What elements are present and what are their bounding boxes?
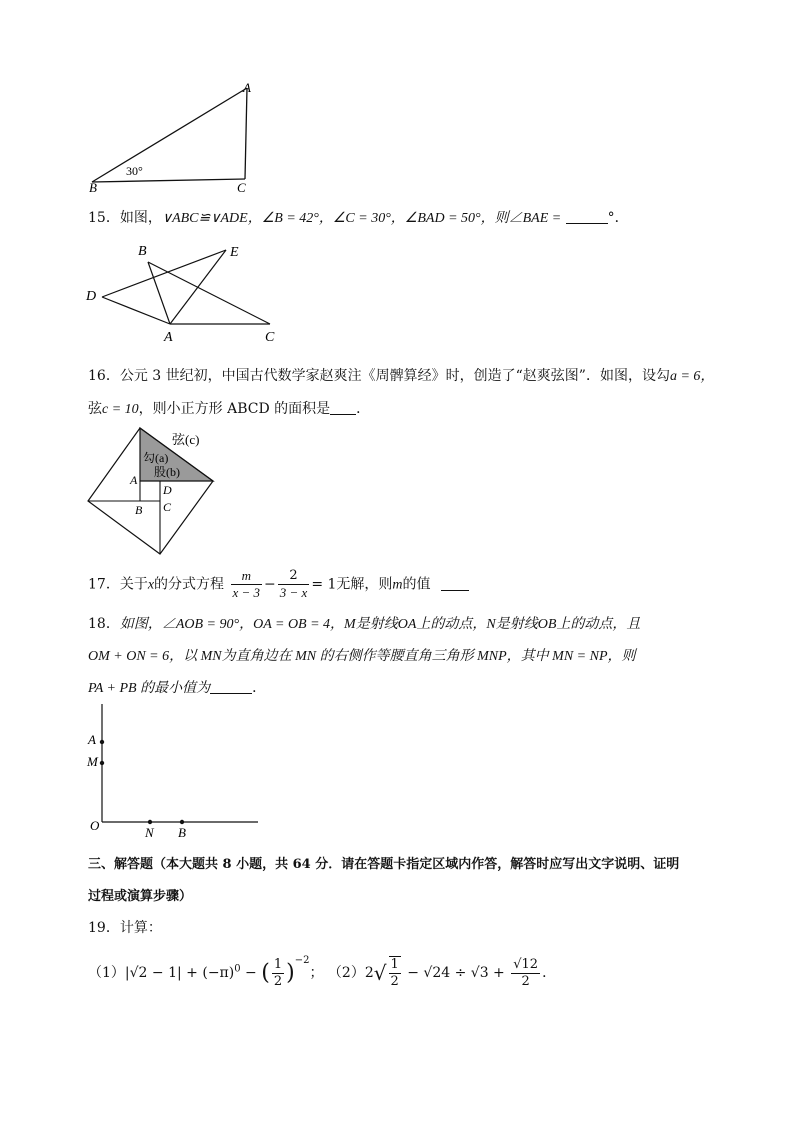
label-D: D <box>86 289 97 304</box>
label-B: B <box>135 503 143 517</box>
q15-pre: 如图， <box>119 210 162 226</box>
figure-triangle-30 <box>86 80 266 195</box>
question-18-line2 <box>88 645 636 665</box>
q18-number: 18． <box>88 616 120 632</box>
point-A <box>100 740 104 744</box>
point-M <box>100 761 104 765</box>
label-M: M <box>87 754 98 769</box>
q19-part2-fraction-2: $\frac{√12}{2}$ <box>513 956 539 989</box>
q15-number: 15． <box>88 210 120 226</box>
question-19: 19．计算： <box>88 920 162 936</box>
q19-part2-coef: 2 <box>364 965 374 981</box>
label-xian: 弦(c) <box>172 432 200 447</box>
side-AC <box>245 88 247 179</box>
q17-m: m <box>392 577 403 593</box>
question-17 <box>88 568 469 601</box>
label-C: C <box>163 500 172 514</box>
q19-part1-label: （1） <box>88 965 125 981</box>
q15-conditions: ，∠B = 42°，∠C = 30°，∠BAD = 50°，则∠BAE = <box>247 211 562 226</box>
section-3-heading-line1: 三、解答题（本大题共 8 小题，共 64 分．请在答题卡指定区域内作答，解答时应写出文字说明、证明 <box>88 857 680 872</box>
question-18-line1 <box>88 613 640 633</box>
figure-right-angle-axes <box>84 700 264 840</box>
q16-a-value: a = 6， <box>669 369 715 384</box>
side-BC <box>92 179 245 182</box>
q15-answer-blank[interactable] <box>566 209 608 224</box>
q18-end: ． <box>252 680 267 696</box>
q15-congruence: ∨ABC≌∨ADE <box>161 211 248 226</box>
label-A: A <box>88 732 96 747</box>
label-gou: 勾(a) <box>143 451 169 465</box>
q16-answer-blank[interactable] <box>330 400 356 415</box>
q18-line2: OM + ON = 6，以 MN为直角边在 MN 的右侧作等腰直角三角形 MNP，其中 MN = NP，则 <box>88 649 636 664</box>
question-19-parts: $(1)|√2 - 1| + (-\pi)^0$ − ( $\frac{1}{2}$ )$^{-2}$； （2）2√ $\frac{1}{2}$ − √24 ÷ √3 + $\frac{√12}{2}$ ． <box>88 955 557 989</box>
q17-x: x <box>147 577 155 593</box>
label-B: B <box>89 180 97 195</box>
q16-end: ． <box>356 401 371 417</box>
question-16-line2 <box>88 398 370 418</box>
q17-answer-blank[interactable] <box>441 576 469 591</box>
seg-DA <box>102 297 170 324</box>
question-15 <box>88 207 629 227</box>
q19-part2-label: （2） <box>327 965 365 981</box>
label-A: A <box>130 473 138 487</box>
q19-sep: ； <box>309 965 324 981</box>
q17-post: 的值 <box>402 576 431 593</box>
q17-fraction-1: $\frac{m}{x - 3}$ <box>232 568 261 600</box>
q16-c-value: c = 10 <box>102 402 139 417</box>
label-angle: 30° <box>126 164 143 178</box>
q16-line2-post: ，则小正方形 ABCD 的面积是 <box>138 401 331 417</box>
q17-eq: = 1无解，则 <box>311 576 393 593</box>
q19-part1-exp0: 0 <box>234 963 241 975</box>
q16-line1: 公元 3 世纪初，中国古代数学家赵爽注《周髀算经》时，创造了“赵爽弦图”．如图，设勾 <box>119 368 670 384</box>
q17-mid: 的分式方程 <box>154 576 225 593</box>
side-BA <box>92 88 247 182</box>
q16-number: 16． <box>88 368 120 384</box>
figure-zhao-shuang-diagram <box>84 424 224 558</box>
label-A: A <box>243 80 251 95</box>
q19-part2-mid: − √24 ÷ √3 + <box>402 965 510 981</box>
label-C: C <box>265 330 275 345</box>
q16-line2-pre: 弦 <box>88 401 102 417</box>
q17-minus: − <box>264 576 276 593</box>
label-B: B <box>178 825 186 840</box>
question-18-line3 <box>88 677 266 697</box>
q17-fraction-2: $\frac{2}{3 - x}$ <box>279 568 308 600</box>
label-N: N <box>145 825 154 840</box>
label-gu: 股(b) <box>154 465 180 479</box>
q18-answer-blank[interactable] <box>210 679 252 694</box>
q15-post: °． <box>607 210 629 226</box>
question-16-line1 <box>88 365 714 385</box>
q19-part1-fraction: $\frac{1}{2}$ <box>273 956 283 989</box>
q17-number: 17． <box>88 576 120 593</box>
point-B <box>180 820 184 824</box>
figure-congruent-triangles <box>84 240 284 345</box>
seg-DE <box>102 250 226 297</box>
q17-pre: 关于 <box>119 576 148 593</box>
q18-line1: 如图，∠AOB = 90°，OA = OB = 4，M是射线OA上的动点，N是射线OB上的动点，且 <box>119 617 641 632</box>
label-A: A <box>164 330 173 345</box>
label-E: E <box>230 245 239 260</box>
label-O: O <box>90 818 100 833</box>
q19-part1-exp: −2 <box>294 955 310 966</box>
q19-part2-fraction: $\frac{1}{2}$ <box>390 957 399 989</box>
label-D: D <box>163 483 172 497</box>
label-C: C <box>237 180 246 195</box>
point-N <box>148 820 152 824</box>
q18-line3: PA + PB 的最小值为 <box>88 681 211 696</box>
section-3-heading-line2: 过程或演算步骤） <box>88 889 193 904</box>
label-B: B <box>138 244 147 259</box>
q19-part1-expr: |√2 − 1| + (−π) <box>124 965 235 981</box>
